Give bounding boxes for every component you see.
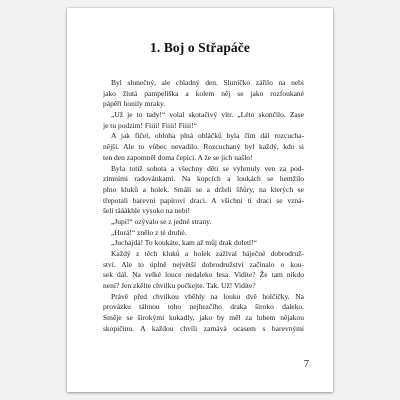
text-line: šeli tááákhle vysoko na nebi!: [103, 206, 191, 216]
text-line: jako žlutá pampeliška a kolem něj se jako rozfoukané: [103, 88, 304, 98]
text-line: „Juchajdá! To koukáte, kam až můj drak doletí!“: [111, 238, 257, 248]
text-line: nější. Ale to vůbec nevadilo. Rozcuchaný byl každý, kdo si: [103, 142, 304, 152]
chapter-body-text: [103, 78, 304, 335]
text-line: ství. Ale to úplně největší dobrodružství začínalo o kou-: [103, 259, 304, 269]
text-line: Každý z těch kluků a holek zažíval báječné dobrodruž-: [111, 249, 304, 258]
text-line: sek dál. Na velké louce nedaleko lesa. Vidíte? Že tam nikdo: [103, 270, 304, 280]
text-line: provázku táhnou toho nejhezčího draka široko daleko.: [103, 302, 304, 312]
text-line: skopičinu. A každou chvíli zamává ocasem s barevnými: [103, 323, 304, 333]
text-line: plno kluků a holek. Smáli se a drželi šňůry, na kterých se: [103, 184, 304, 194]
text-line: není? Jen zkělte chvilku počkejte. Tak. Už! Vidíte?: [103, 281, 256, 291]
text-line: zimními radovánkami. Na kopcích a loukách se hemžilo: [103, 174, 304, 184]
text-line: Byla totiž sobota a všechny děti se vyhrnuly ven za pod-: [111, 163, 304, 173]
text-line: ten den zapomněl doma čepici. A že se jich našlo!: [103, 152, 253, 162]
text-line: Směje se širokými kukadly, jako by měl za lubem nějakou: [103, 313, 304, 323]
text-line: „Už je to tady!“ volal skotačivý vítr. „Léto skončilo. Zase: [111, 110, 304, 120]
book-page: [67, 8, 333, 392]
text-line: Byl slunečný, ale chladný den. Sluníčko zářilo na nebi: [111, 78, 304, 87]
text-line: pápěří honily mraky.: [103, 99, 166, 109]
text-line: A jak fičel, obloha plná obláčků byla čím dál rozcucha-: [111, 131, 304, 141]
text-line: je tu podzim! Fiiii! Fiiii! Fiiii!“: [103, 120, 197, 130]
text-line: „Hurá!“ znělo z té druhé.: [111, 227, 187, 237]
page-number: 7: [303, 359, 309, 370]
chapter-title: 1. Boj o Střapáče: [150, 40, 250, 55]
text-line: Právě před chvilkou vběhly na louku dvě holčičky. Na: [111, 291, 304, 301]
text-line: „Jupí!“ ozývalo se z jedné strany.: [111, 216, 212, 226]
text-line: třepotali barevní papíroví draci. A všichni ti draci se vzná-: [103, 195, 304, 205]
